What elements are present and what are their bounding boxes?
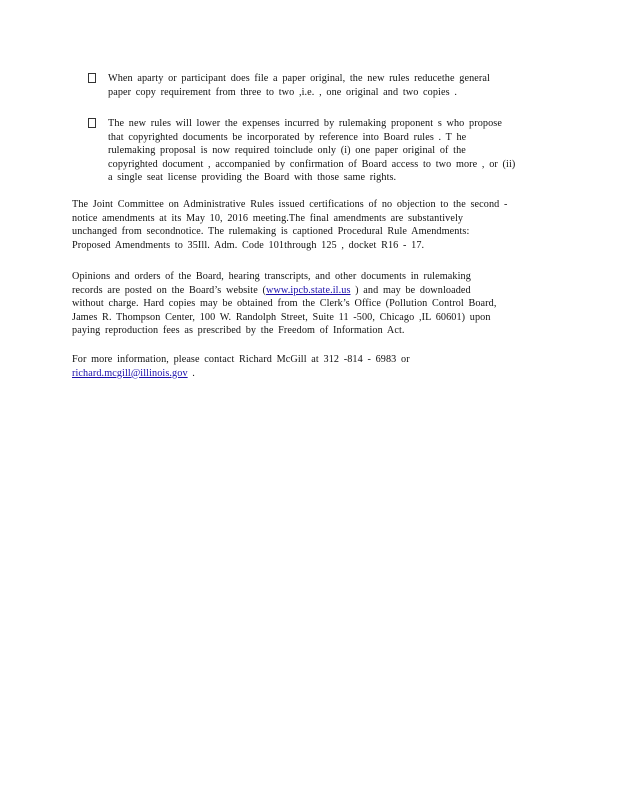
paragraph-jcar-certification: [72, 198, 572, 252]
text-segment: ) and may be downloaded: [350, 284, 471, 296]
bullet-text: [108, 72, 578, 99]
text-line: that copyrighted documents be incorporated by reference into Board rules . T he: [108, 131, 467, 143]
bullet-box-icon: [88, 117, 98, 129]
text-segment: .: [187, 367, 195, 379]
text-line: without charge. Hard copies may be obtained from the Clerk’s Office (Pollution Control Board,: [72, 298, 497, 309]
paragraph-board-documents: [72, 270, 572, 338]
text-line: The Joint Committee on Administrative Rules issued certifications of no objection to the second -: [72, 199, 508, 210]
text-line: The new rules will lower the expenses incurred by rulemaking proponent s who propose: [108, 118, 502, 129]
text-line: When aparty or participant does file a paper original, the new rules reducethe general: [108, 73, 490, 84]
board-website-link[interactable]: www.ipcb.state.il.us: [265, 284, 351, 296]
text-line: paying reproduction fees as prescribed by the Freedom of Information Act.: [72, 325, 405, 336]
text-line: rulemaking proposal is now required toinclude only (i) one paper original of the: [108, 145, 466, 156]
bullet-item-paper-copy: [88, 72, 578, 99]
text-line-with-link: [72, 284, 572, 298]
text-line: unchanged from secondnotice. The rulemaking is captioned Procedural Rule Amendments:: [72, 226, 470, 237]
text-line: Opinions and orders of the Board, hearing transcripts, and other documents in rulemaking: [72, 271, 471, 282]
bullet-box-icon: [88, 72, 98, 84]
text-line: a single seat license providing the Board with those same rights.: [108, 172, 397, 183]
text-segment: records are posted on the Board’s website (: [72, 284, 266, 296]
paragraph-contact: [72, 353, 572, 380]
text-line: James R. Thompson Center, 100 W. Randolph Street, Suite 11 -500, Chicago ,IL 60601) upon: [72, 311, 491, 323]
text-line: For more information, please contact Richard McGill at 312 -814 - 6983 or: [72, 354, 410, 365]
text-line: paper copy requirement from three to two ,i.e. , one original and two copies .: [108, 86, 457, 98]
text-line-with-email: [72, 367, 572, 381]
text-line: notice amendments at its May 10, 2016 meeting.The final amendments are substantively: [72, 212, 464, 224]
bullet-item-copyrighted-documents: [88, 117, 578, 185]
contact-email-link[interactable]: richard.mcgill@illinois.gov: [72, 367, 188, 379]
bullet-text: [108, 117, 578, 185]
text-line: Proposed Amendments to 35Ill. Adm. Code 101through 125 , docket R16 - 17.: [72, 239, 425, 251]
text-line: copyrighted document , accompanied by confirmation of Board access to two more , or (ii): [108, 158, 516, 170]
